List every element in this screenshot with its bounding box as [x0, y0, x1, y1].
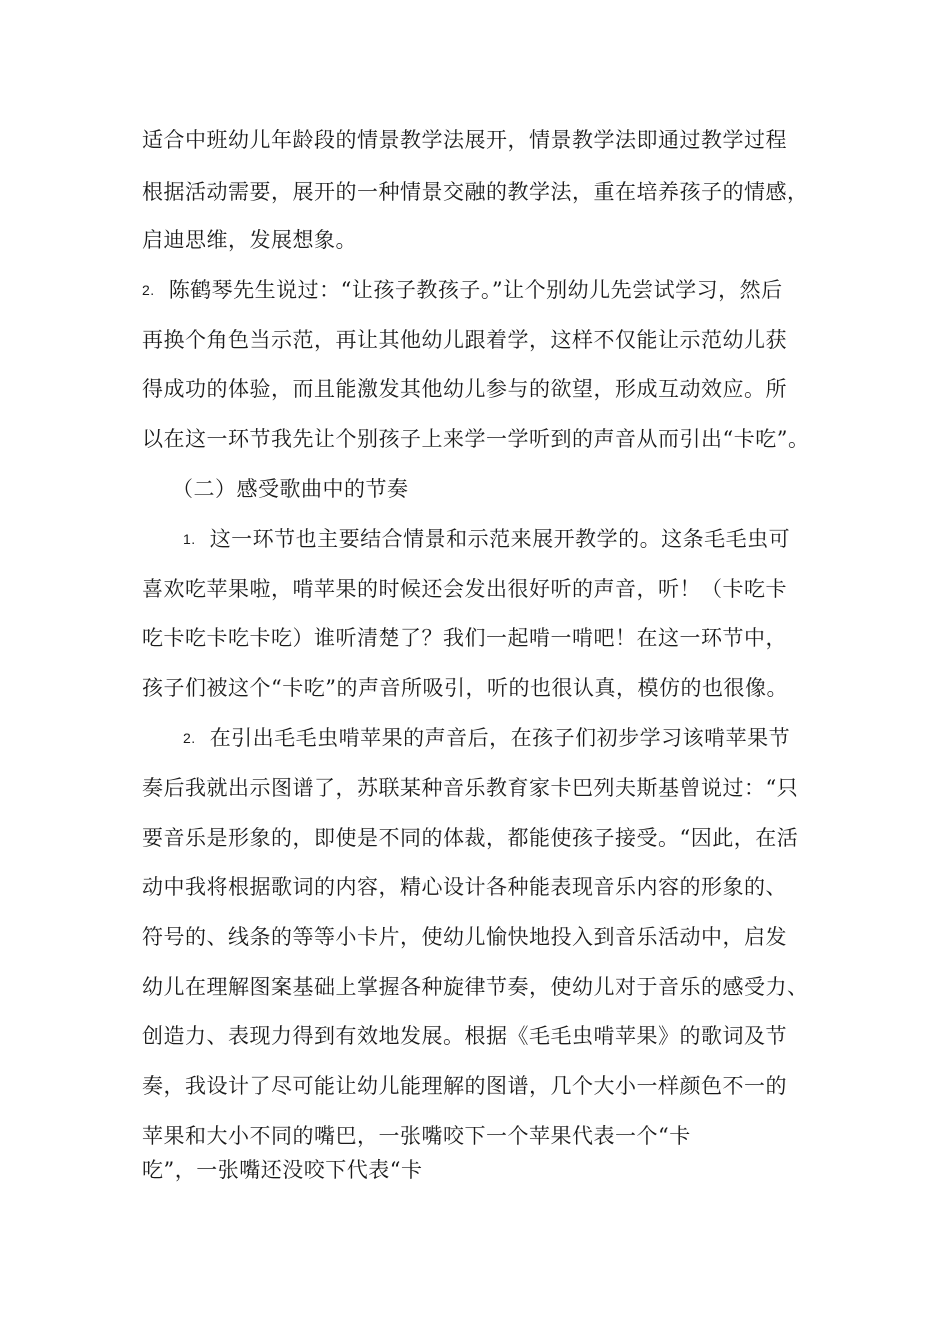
list-item-text: 在引出毛毛虫啃苹果的声音后，在孩子们初步学习该啃苹果节 — [209, 726, 791, 750]
paragraph-line: 苹果和大小不同的嘴巴，一张嘴咬下一个苹果代表一个“卡 — [142, 1124, 691, 1148]
paragraph-line: 创造力、表现力得到有效地发展。根据《毛毛虫啃苹果》的歌词及节 — [142, 1024, 787, 1048]
paragraph-line: 启迪思维，发展想象。 — [142, 228, 357, 252]
paragraph-line: 吃”，一张嘴还没咬下代表“卡 — [142, 1158, 423, 1182]
list-item-text: 这一环节也主要结合情景和示范来展开教学的。这条毛毛虫可 — [209, 527, 791, 551]
paragraph-line: 吃卡吃卡吃卡吃）谁听清楚了？我们一起啃一啃吧！在这一环节中， — [142, 626, 787, 650]
paragraph-line: 得成功的体验，而且能激发其他幼儿参与的欲望，形成互动效应。所 — [142, 377, 787, 401]
list-number: 2. — [183, 730, 196, 746]
paragraph-line: 喜欢吃苹果啦，啃苹果的时候还会发出很好听的声音，听！（卡吃卡 — [142, 577, 787, 601]
list-item — [183, 724, 790, 752]
paragraph-line: 适合中班幼儿年龄段的情景教学法展开，情景教学法即通过教学过程 — [142, 128, 787, 152]
paragraph-line: 再换个角色当示范，再让其他幼儿跟着学，这样不仅能让示范幼儿获 — [142, 328, 787, 352]
paragraph-line: 奏，我设计了尽可能让幼儿能理解的图谱，几个大小一样颜色不一的 — [142, 1074, 787, 1098]
paragraph-line: 动中我将根据歌词的内容，精心设计各种能表现音乐内容的形象的、 — [142, 875, 787, 899]
list-item — [183, 525, 790, 553]
paragraph-line: 奏后我就出示图谱了，苏联某种音乐教育家卡巴列夫斯基曾说过：“只 — [142, 776, 799, 800]
list-item — [142, 276, 783, 304]
paragraph-line: 幼儿在理解图案基础上掌握各种旋律节奏，使幼儿对于音乐的感受力、 — [142, 975, 809, 999]
paragraph-line: 孩子们被这个“卡吃”的声音所吸引，听的也很认真，模仿的也很像。 — [142, 676, 788, 700]
paragraph-line: 根据活动需要，展开的一种情景交融的教学法，重在培养孩子的情感， — [142, 180, 809, 204]
list-number: 2. — [142, 282, 155, 298]
paragraph-line: 以在这一环节我先让个别孩子上来学一学听到的声音从而引出“卡吃”。 — [142, 427, 810, 451]
list-item-text: 陈鹤琴先生说过：“让孩子教孩子。”让个别幼儿先尝试学习，然后 — [168, 278, 783, 302]
paragraph-line: 要音乐是形象的，即使是不同的体裁，都能使孩子接受。“因此，在活 — [142, 826, 799, 850]
section-heading: （二）感受歌曲中的节奏 — [172, 477, 409, 501]
paragraph-line: 符号的、线条的等等小卡片，使幼儿愉快地投入到音乐活动中，启发 — [142, 925, 787, 949]
list-number: 1. — [183, 531, 196, 547]
